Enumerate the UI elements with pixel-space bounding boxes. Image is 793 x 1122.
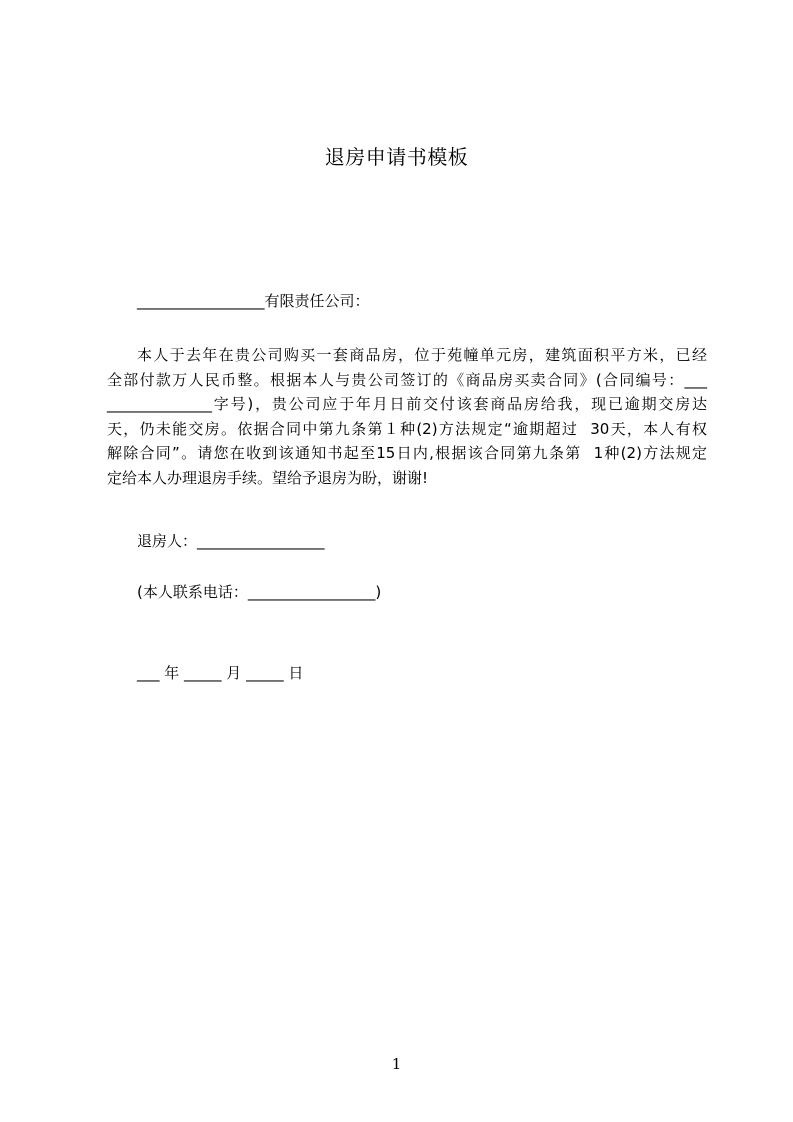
applicant-signature-line: 退房人：_________________ [137, 532, 325, 550]
body-line-6: 定给本人办理退房手续。望给予退房为盼，谢谢! [107, 468, 429, 487]
addressee-line: _________________有限责任公司： [137, 292, 370, 310]
body-line-5: 解除合同”。请您在收到该通知书起至15日内,根据该合同第九条第 1种(2)方法规定 [107, 444, 707, 462]
date-line: ___ 年 _____ 月 _____ 日 [137, 664, 304, 682]
body-line-3: ______________字号)，贵公司应于年月日前交付该套商品房给我，现已逾期交房达 [107, 395, 707, 413]
page-number: 1 [391, 1055, 402, 1073]
contact-phone-line: (本人联系电话：_________________) [137, 583, 382, 601]
body-line-2: 全部付款万人民币整。根据本人与贵公司签订的《商品房买卖合同》(合同编号：___ [107, 370, 707, 389]
body-line-1: 本人于去年在贵公司购买一套商品房，位于苑幢单元房，建筑面积平方米，已经 [137, 346, 707, 364]
body-line-4: 天，仍未能交房。依据合同中第九条第１种(2)方法规定“逾期超过 30天，本人有权 [107, 419, 707, 438]
body-paragraph [107, 343, 707, 490]
document-title: 退房申请书模板 [324, 145, 469, 169]
